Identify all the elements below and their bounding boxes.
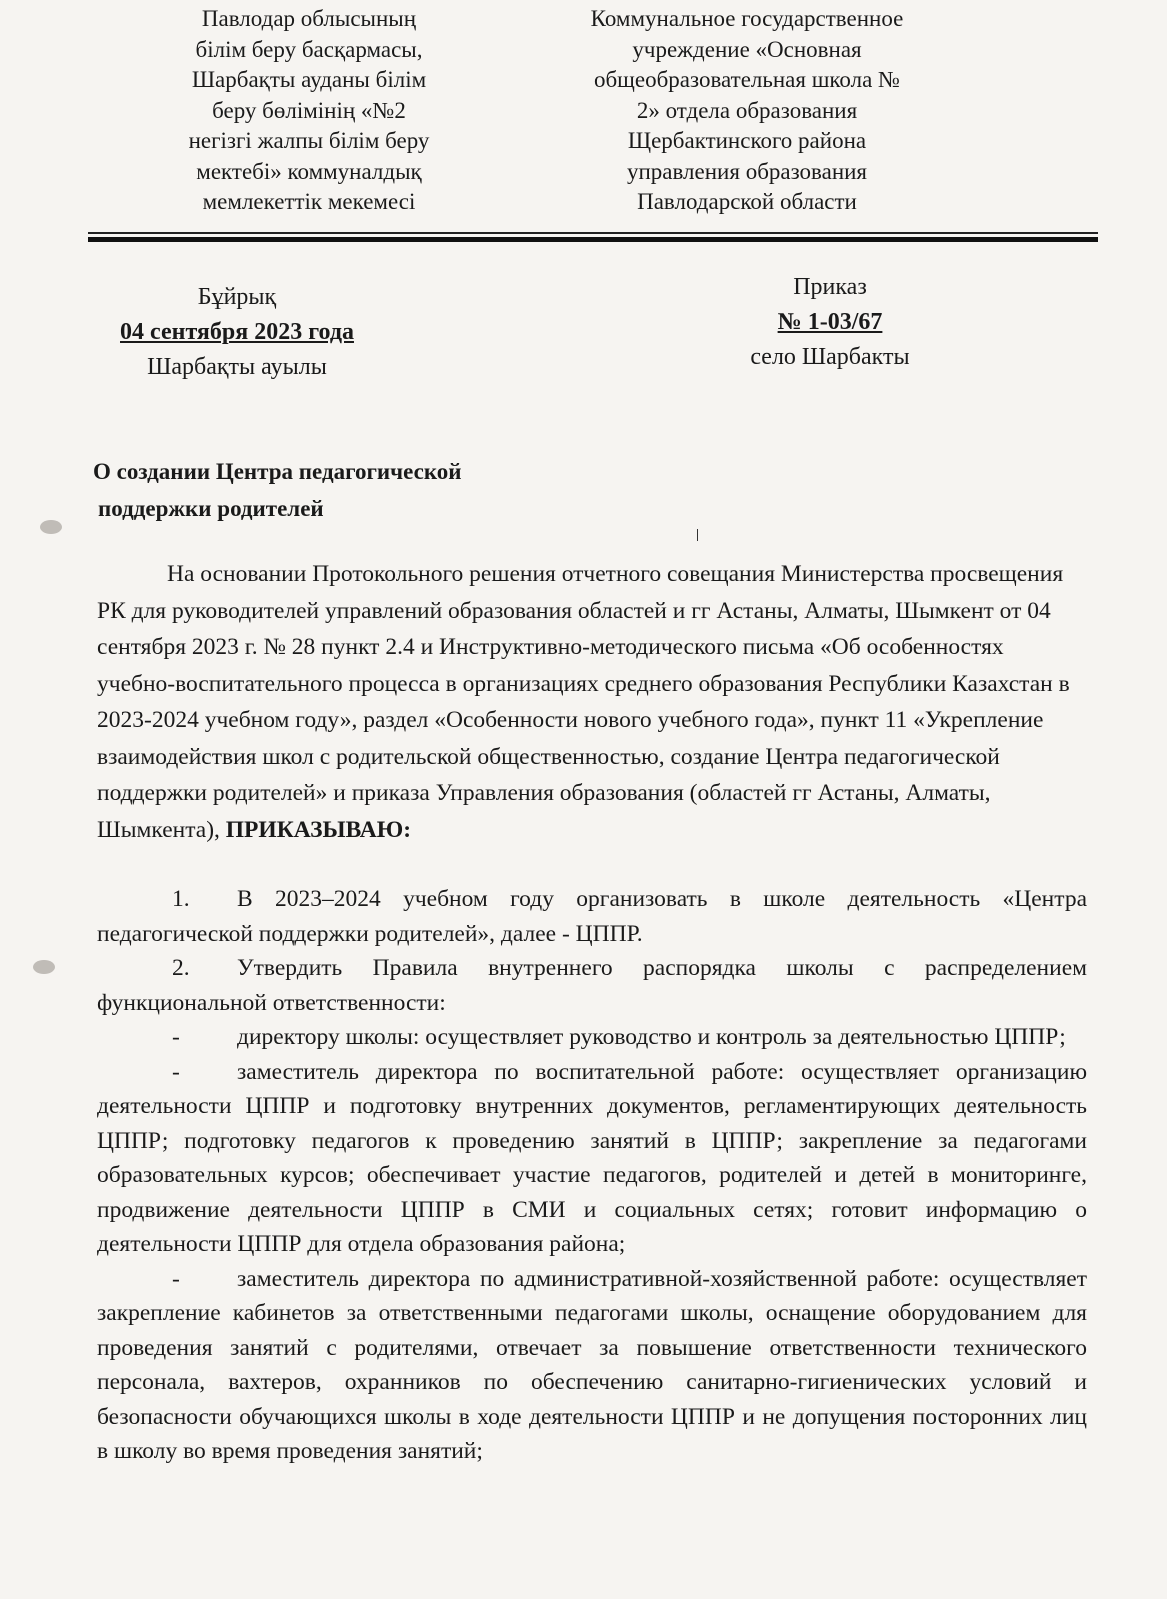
header-left-line: білім беру басқармасы, <box>195 36 423 62</box>
scan-spot <box>33 960 55 974</box>
header-right-line: Щербактинского района <box>627 128 867 153</box>
header-kazakh <box>150 4 468 218</box>
order-title-russian: Приказ <box>793 274 867 300</box>
item-number: 2. <box>172 955 190 981</box>
bullet-dash: - <box>172 1058 180 1085</box>
header-right-line: общеобразовательная школа № <box>593 67 901 92</box>
bullet-text: директору школы: осуществляет руководство и контроль за деятельностью ЦППР; <box>237 1024 1066 1050</box>
header-right-line: управления образования <box>626 158 868 184</box>
responsibility-deputy-education <box>97 1055 1087 1262</box>
item-number: 1. <box>172 886 190 912</box>
stray-mark <box>697 529 698 541</box>
responsibility-deputy-admin <box>97 1262 1087 1469</box>
header-left-line: мемлекеттік мекемесі <box>202 189 416 214</box>
order-body <box>97 556 1087 848</box>
header-left-line: негізгі жалпы білім беру <box>188 128 430 153</box>
header-divider-thick <box>88 237 1098 242</box>
order-date: 04 сентября 2023 года <box>120 319 354 345</box>
header-divider-thin <box>88 232 1098 234</box>
subject-line: О создании Центра педагогической <box>93 459 462 484</box>
header-left-line: Павлодар облысының <box>201 6 417 31</box>
order-item-2 <box>97 951 1087 1020</box>
order-number: № 1-03/67 <box>777 309 883 335</box>
header-left-line: мектебі» коммуналдық <box>196 158 422 184</box>
header-right-line: Коммунальное государственное <box>590 6 904 31</box>
order-place-kazakh: Шарбақты ауылы <box>147 354 327 380</box>
order-subject <box>93 453 462 527</box>
bullet-dash: - <box>172 1265 180 1292</box>
scan-spot <box>40 520 62 534</box>
header-right-line: учреждение «Основная <box>632 36 862 62</box>
header-left-line: Шарбақты ауданы білім <box>191 67 427 92</box>
order-block-kazakh <box>97 280 377 385</box>
order-items <box>97 882 1087 1469</box>
order-title-kazakh: Бұйрық <box>197 284 277 310</box>
intro-text: На основании Протокольного решения отчетного совещания Министерства просвещения РК для руководителей управлений образования областей и гг Астаны, Алматы, Шымкент от 04 сентября 2023 г. № 28 пункт 2.4 и Инструктивно-методического письма «Об особенностях учебно-воспитательного процесса в организациях среднего образования Республики Казахстан в 2023-2024 учебном году», раздел «Особенности нового учебного года», пункт 11 «Укрепление взаимодействия школ с родительской общественностью, создание Центра педагогической поддержки родителей» и приказа Управления образования (областей гг Астаны, Алматы, Шымкента), <box>97 561 1070 843</box>
subject-line: поддержки родителей <box>98 496 324 521</box>
bullet-text: заместитель директора по административной-хозяйственной работе: осуществляет закрепление кабинетов за ответственными педагогами школы, оснащение оборудованием для проведения занятий с родителями, отвечает за повышение ответственности технического персонала, вахтеров, охранников по обеспечению санитарно-гигиенических условий и безопасности обучающихся школы в ходе деятельности ЦППР и не допущения посторонних лиц в школу во время проведения занятий; <box>97 1265 1087 1464</box>
header-right-line: Павлодарской области <box>637 189 857 214</box>
bullet-text: заместитель директора по воспитательной работе: осуществляет организацию деятельности ЦППР и подготовку внутренних документов, регламентирующих деятельность ЦППР; подготовку педагогов к проведению занятий в ЦППР; закрепление за педагогами образовательных курсов; обеспечивает участие педагогов, родителей и детей в мониторинге, продвижение деятельности ЦППР в СМИ и социальных сетях; готовит информацию о деятельности ЦППР для отдела образования района; <box>97 1058 1087 1257</box>
intro-paragraph <box>97 556 1087 848</box>
bullet-dash: - <box>172 1024 180 1050</box>
item-text: Утвердить Правила внутреннего распорядка школы с распределением функциональной ответственности: <box>97 955 1087 1016</box>
order-block-russian <box>735 270 925 375</box>
intro-command: ПРИКАЗЫВАЮ: <box>225 816 412 843</box>
header-russian <box>552 4 942 218</box>
header-right-line: 2» отдела образования <box>636 97 858 123</box>
header-left-line: беру бөлімінің «№2 <box>212 97 406 123</box>
order-item-1 <box>97 882 1087 951</box>
item-text: В 2023–2024 учебном году организовать в школе деятельность «Центра педагогической поддержки родителей», далее - ЦППР. <box>97 886 1087 947</box>
responsibility-director <box>97 1020 1087 1055</box>
order-place-russian: село Шарбакты <box>750 344 910 370</box>
